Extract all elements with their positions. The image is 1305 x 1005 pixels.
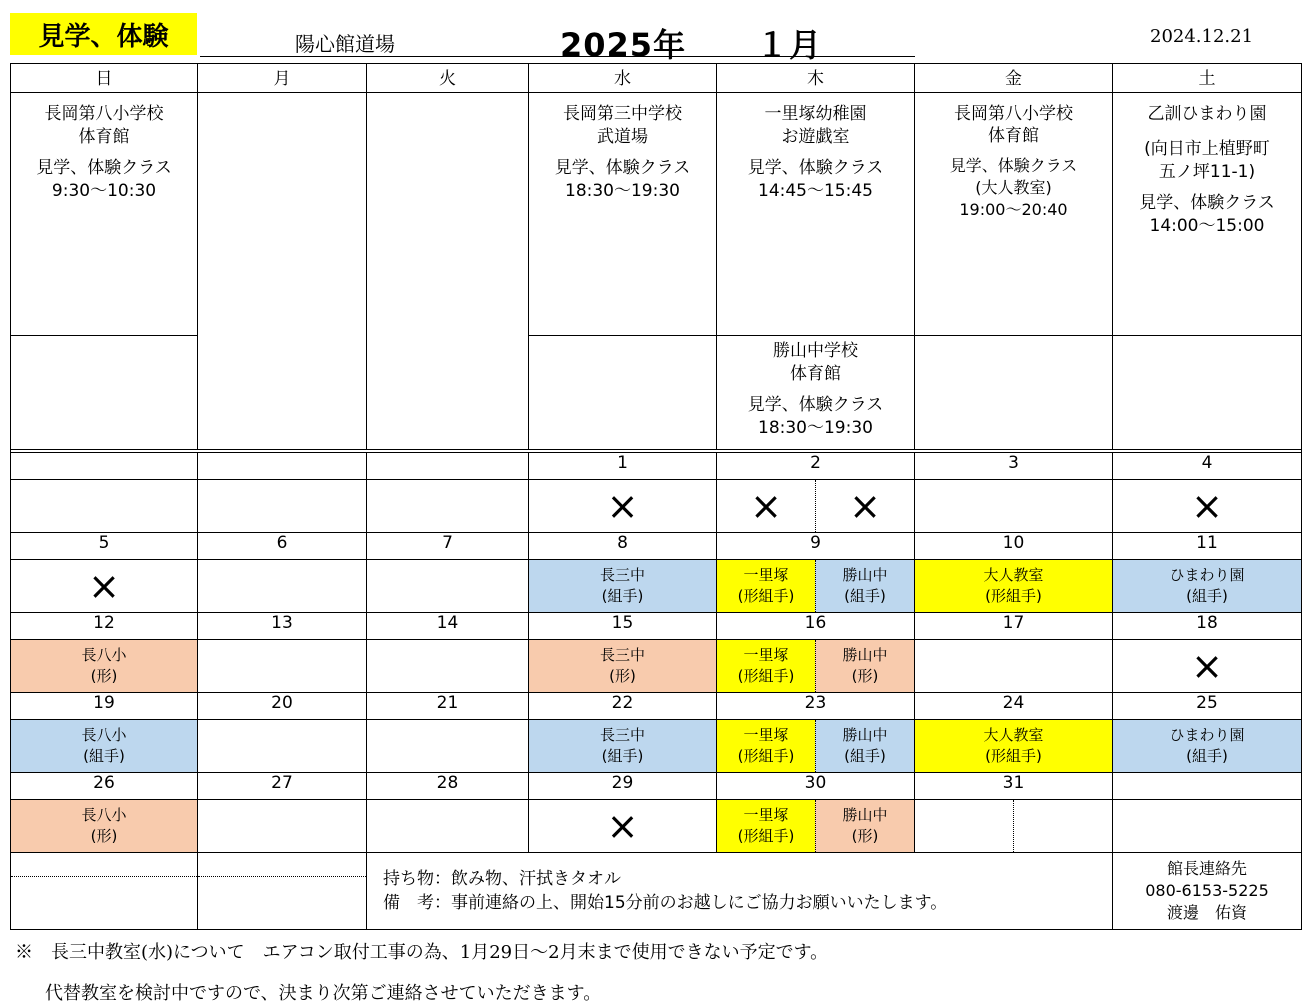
event-type: (組手) <box>601 587 644 605</box>
location-room: お遊戯室 <box>781 127 850 147</box>
date-cell: 18 <box>1113 613 1302 640</box>
location-name: 一里塚幼稚園 <box>764 104 867 124</box>
weekday-wed: 水 <box>529 64 717 93</box>
weekday-fri: 金 <box>915 64 1113 93</box>
event-cell <box>367 720 529 773</box>
date-cell: 31 <box>915 773 1113 800</box>
week-4-dates <box>11 693 1302 720</box>
event-type: (形) <box>90 667 118 685</box>
week-1-events <box>11 480 1302 533</box>
items-to-bring: 持ち物：飲み物、汗拭きタオル <box>383 869 621 889</box>
location-fri-lower <box>915 336 1113 450</box>
weekday-sun: 日 <box>11 64 198 93</box>
date-cell <box>11 453 198 480</box>
weekday-thu: 木 <box>717 64 915 93</box>
event-cell <box>529 720 717 773</box>
location-sun-lower <box>11 336 198 450</box>
cancel-mark: × <box>1191 484 1223 528</box>
event-cell <box>529 480 717 533</box>
location-room: 体育館 <box>78 127 130 147</box>
location-sat <box>1113 93 1302 336</box>
cancel-mark: × <box>606 484 639 528</box>
location-sun <box>11 93 198 336</box>
notice-line-1: ※ 長三中教室(水)について エアコン取付工事の為、1月29日～2月末まで使用できない予定です。 <box>15 942 829 963</box>
event-cell <box>11 800 198 853</box>
date-cell: 26 <box>11 773 198 800</box>
date-cell: 13 <box>198 613 367 640</box>
class-time: 14:45～15:45 <box>758 181 873 201</box>
cancel-mark: × <box>750 484 782 528</box>
event-cell <box>367 480 529 533</box>
location-name: 長岡第三中学校 <box>563 104 682 124</box>
cancel-mark: × <box>606 804 639 848</box>
class-name: 見学、体験クラス <box>747 395 884 415</box>
footer-blank <box>11 853 198 930</box>
date-cell: 11 <box>1113 533 1302 560</box>
event-type: (形) <box>851 827 879 845</box>
week-2-dates <box>11 533 1302 560</box>
class-time: 18:30～19:30 <box>565 181 680 201</box>
event-place: 勝山中 <box>842 646 888 664</box>
date-cell: 20 <box>198 693 367 720</box>
date-cell: 5 <box>11 533 198 560</box>
event-cell <box>11 480 198 533</box>
week-5-dates <box>11 773 1302 800</box>
event-place: 一里塚 <box>743 726 789 744</box>
date-cell: 19 <box>11 693 198 720</box>
event-place: 長三中 <box>599 566 645 584</box>
event-type: (形組手) <box>737 587 795 605</box>
issue-date: 2024.12.21 <box>1150 26 1254 47</box>
remarks: 備 考：事前連絡の上、開始15分前のお越しにご協力お願いいたします。 <box>383 893 948 913</box>
footer-notes <box>367 853 1113 930</box>
week-3-events <box>11 640 1302 693</box>
header-rule <box>200 56 915 57</box>
class-name: 見学、体験クラス <box>554 158 691 178</box>
date-cell: 7 <box>367 533 529 560</box>
date-cell: 10 <box>915 533 1113 560</box>
event-cell <box>367 800 529 853</box>
location-room: 武道場 <box>597 127 648 147</box>
weekday-header-row <box>11 64 1302 93</box>
date-cell: 25 <box>1113 693 1302 720</box>
event-cell <box>198 800 367 853</box>
weekday-sat: 土 <box>1113 64 1302 93</box>
event-place: 長八小 <box>81 806 127 824</box>
location-sat-lower <box>1113 336 1302 450</box>
week-5-events <box>11 800 1302 853</box>
week-1-dates <box>11 453 1302 480</box>
event-place: 長三中 <box>599 726 645 744</box>
event-type: (組手) <box>844 747 886 765</box>
date-cell: 17 <box>915 613 1113 640</box>
date-cell: 8 <box>529 533 717 560</box>
event-type: (形組手) <box>737 747 795 765</box>
date-cell: 22 <box>529 693 717 720</box>
date-cell: 4 <box>1113 453 1302 480</box>
trial-badge: 見学、体験 <box>10 13 197 55</box>
date-cell: 9 <box>717 533 915 560</box>
location-fri <box>915 93 1113 336</box>
date-cell: 21 <box>367 693 529 720</box>
event-place: 長三中 <box>599 646 645 664</box>
event-place: 勝山中 <box>842 806 888 824</box>
event-cell <box>529 640 717 693</box>
notice-line-2: 代替教室を検討中ですので、決まり次第ご連絡させていただきます。 <box>45 983 602 1004</box>
event-place: ひまわり園 <box>1169 566 1245 584</box>
event-cell <box>915 480 1113 533</box>
location-wed-lower <box>529 336 717 450</box>
event-place: 長八小 <box>81 726 127 744</box>
contact-phone: 080-6153-5225 <box>1145 881 1269 900</box>
weekday-mon: 月 <box>198 64 367 93</box>
contact-info <box>1113 853 1302 930</box>
location-mon-empty <box>198 93 367 450</box>
date-cell: 27 <box>198 773 367 800</box>
event-cell <box>1113 800 1302 853</box>
event-place: 勝山中 <box>842 726 888 744</box>
event-cell <box>717 800 915 853</box>
event-type: (形組手) <box>737 667 795 685</box>
event-type: (組手) <box>844 587 886 605</box>
location-thu-2 <box>717 336 915 450</box>
contact-name: 渡邊 佑資 <box>1166 903 1247 922</box>
location-tue-empty <box>367 93 529 450</box>
date-cell: 1 <box>529 453 717 480</box>
event-cell <box>367 640 529 693</box>
date-cell: 30 <box>717 773 915 800</box>
event-type: (組手) <box>1186 747 1228 765</box>
date-cell <box>367 453 529 480</box>
calendar-table <box>10 63 1302 930</box>
date-cell: 16 <box>717 613 915 640</box>
event-cell <box>1113 640 1302 693</box>
class-time: 14:00～15:00 <box>1149 216 1265 236</box>
class-time: 9:30～10:30 <box>51 181 157 201</box>
event-place: 勝山中 <box>842 566 888 584</box>
class-name: 見学、体験クラス <box>747 158 884 178</box>
class-subname: (大人教室) <box>975 178 1052 197</box>
event-place: 一里塚 <box>743 646 789 664</box>
location-room: 体育館 <box>988 126 1039 146</box>
location-name: 乙訓ひまわり園 <box>1147 104 1267 124</box>
event-type: (組手) <box>601 747 644 765</box>
location-room: 体育館 <box>790 364 841 384</box>
event-cell <box>915 640 1113 693</box>
location-name: 勝山中学校 <box>773 341 858 361</box>
event-cell <box>198 720 367 773</box>
event-cell <box>1113 480 1302 533</box>
event-type: (形組手) <box>985 747 1042 765</box>
cancel-mark: × <box>849 484 881 528</box>
event-type: (組手) <box>83 747 125 765</box>
location-thu-1 <box>717 93 915 336</box>
event-cell <box>717 480 915 533</box>
event-cell <box>915 800 1113 853</box>
date-cell: 15 <box>529 613 717 640</box>
cancel-mark: × <box>1191 644 1223 688</box>
weekday-tue: 火 <box>367 64 529 93</box>
event-cell <box>367 560 529 613</box>
event-type: (形) <box>609 667 636 685</box>
date-cell: 12 <box>11 613 198 640</box>
location-address-2: 五ノ坪11-1) <box>1158 162 1256 182</box>
event-cell <box>915 560 1113 613</box>
location-wed <box>529 93 717 336</box>
date-cell: 29 <box>529 773 717 800</box>
event-cell <box>915 720 1113 773</box>
event-cell <box>1113 720 1302 773</box>
event-place: ひまわり園 <box>1169 726 1245 744</box>
event-place: 長八小 <box>81 646 127 664</box>
event-type: (組手) <box>1186 587 1228 605</box>
event-cell <box>529 800 717 853</box>
event-cell <box>198 640 367 693</box>
date-cell: 24 <box>915 693 1113 720</box>
event-cell <box>11 560 198 613</box>
week-2-events <box>11 560 1302 613</box>
event-place: 一里塚 <box>743 806 789 824</box>
event-place: 大人教室 <box>983 566 1044 584</box>
page-title <box>560 20 822 66</box>
location-name: 長岡第八小学校 <box>44 104 164 124</box>
year-label: 2025年 <box>560 26 687 64</box>
event-cell <box>717 640 915 693</box>
event-type: (形) <box>851 667 879 685</box>
date-cell: 14 <box>367 613 529 640</box>
contact-title: 館長連絡先 <box>1166 859 1247 878</box>
class-time: 18:30～19:30 <box>758 418 873 438</box>
event-place: 大人教室 <box>983 726 1044 744</box>
class-time: 19:00～20:40 <box>959 200 1068 219</box>
date-cell: 23 <box>717 693 915 720</box>
date-cell: 3 <box>915 453 1113 480</box>
event-type: (形) <box>90 827 118 845</box>
event-cell <box>717 720 915 773</box>
cancel-mark: × <box>88 564 120 608</box>
class-name: 見学、体験クラス <box>36 158 172 178</box>
month-label: １月 <box>756 26 823 64</box>
location-address-1: (向日市上植野町 <box>1144 139 1270 159</box>
date-cell: 28 <box>367 773 529 800</box>
event-cell <box>198 560 367 613</box>
week-3-dates <box>11 613 1302 640</box>
event-place: 一里塚 <box>743 566 789 584</box>
date-cell: 6 <box>198 533 367 560</box>
event-type: (形組手) <box>737 827 795 845</box>
class-name: 見学、体験クラス <box>1139 193 1275 213</box>
date-cell: 2 <box>717 453 915 480</box>
date-cell <box>198 453 367 480</box>
event-cell <box>11 640 198 693</box>
event-cell <box>11 720 198 773</box>
event-cell <box>198 480 367 533</box>
event-cell <box>1113 560 1302 613</box>
class-name: 見学、体験クラス <box>949 156 1078 175</box>
week-4-events <box>11 720 1302 773</box>
dojo-name: 陽心館道場 <box>295 32 395 56</box>
footer-blank <box>198 853 367 930</box>
location-name: 長岡第八小学校 <box>954 104 1073 124</box>
date-cell <box>1113 773 1302 800</box>
event-cell <box>717 560 915 613</box>
event-cell <box>529 560 717 613</box>
event-type: (形組手) <box>985 587 1042 605</box>
